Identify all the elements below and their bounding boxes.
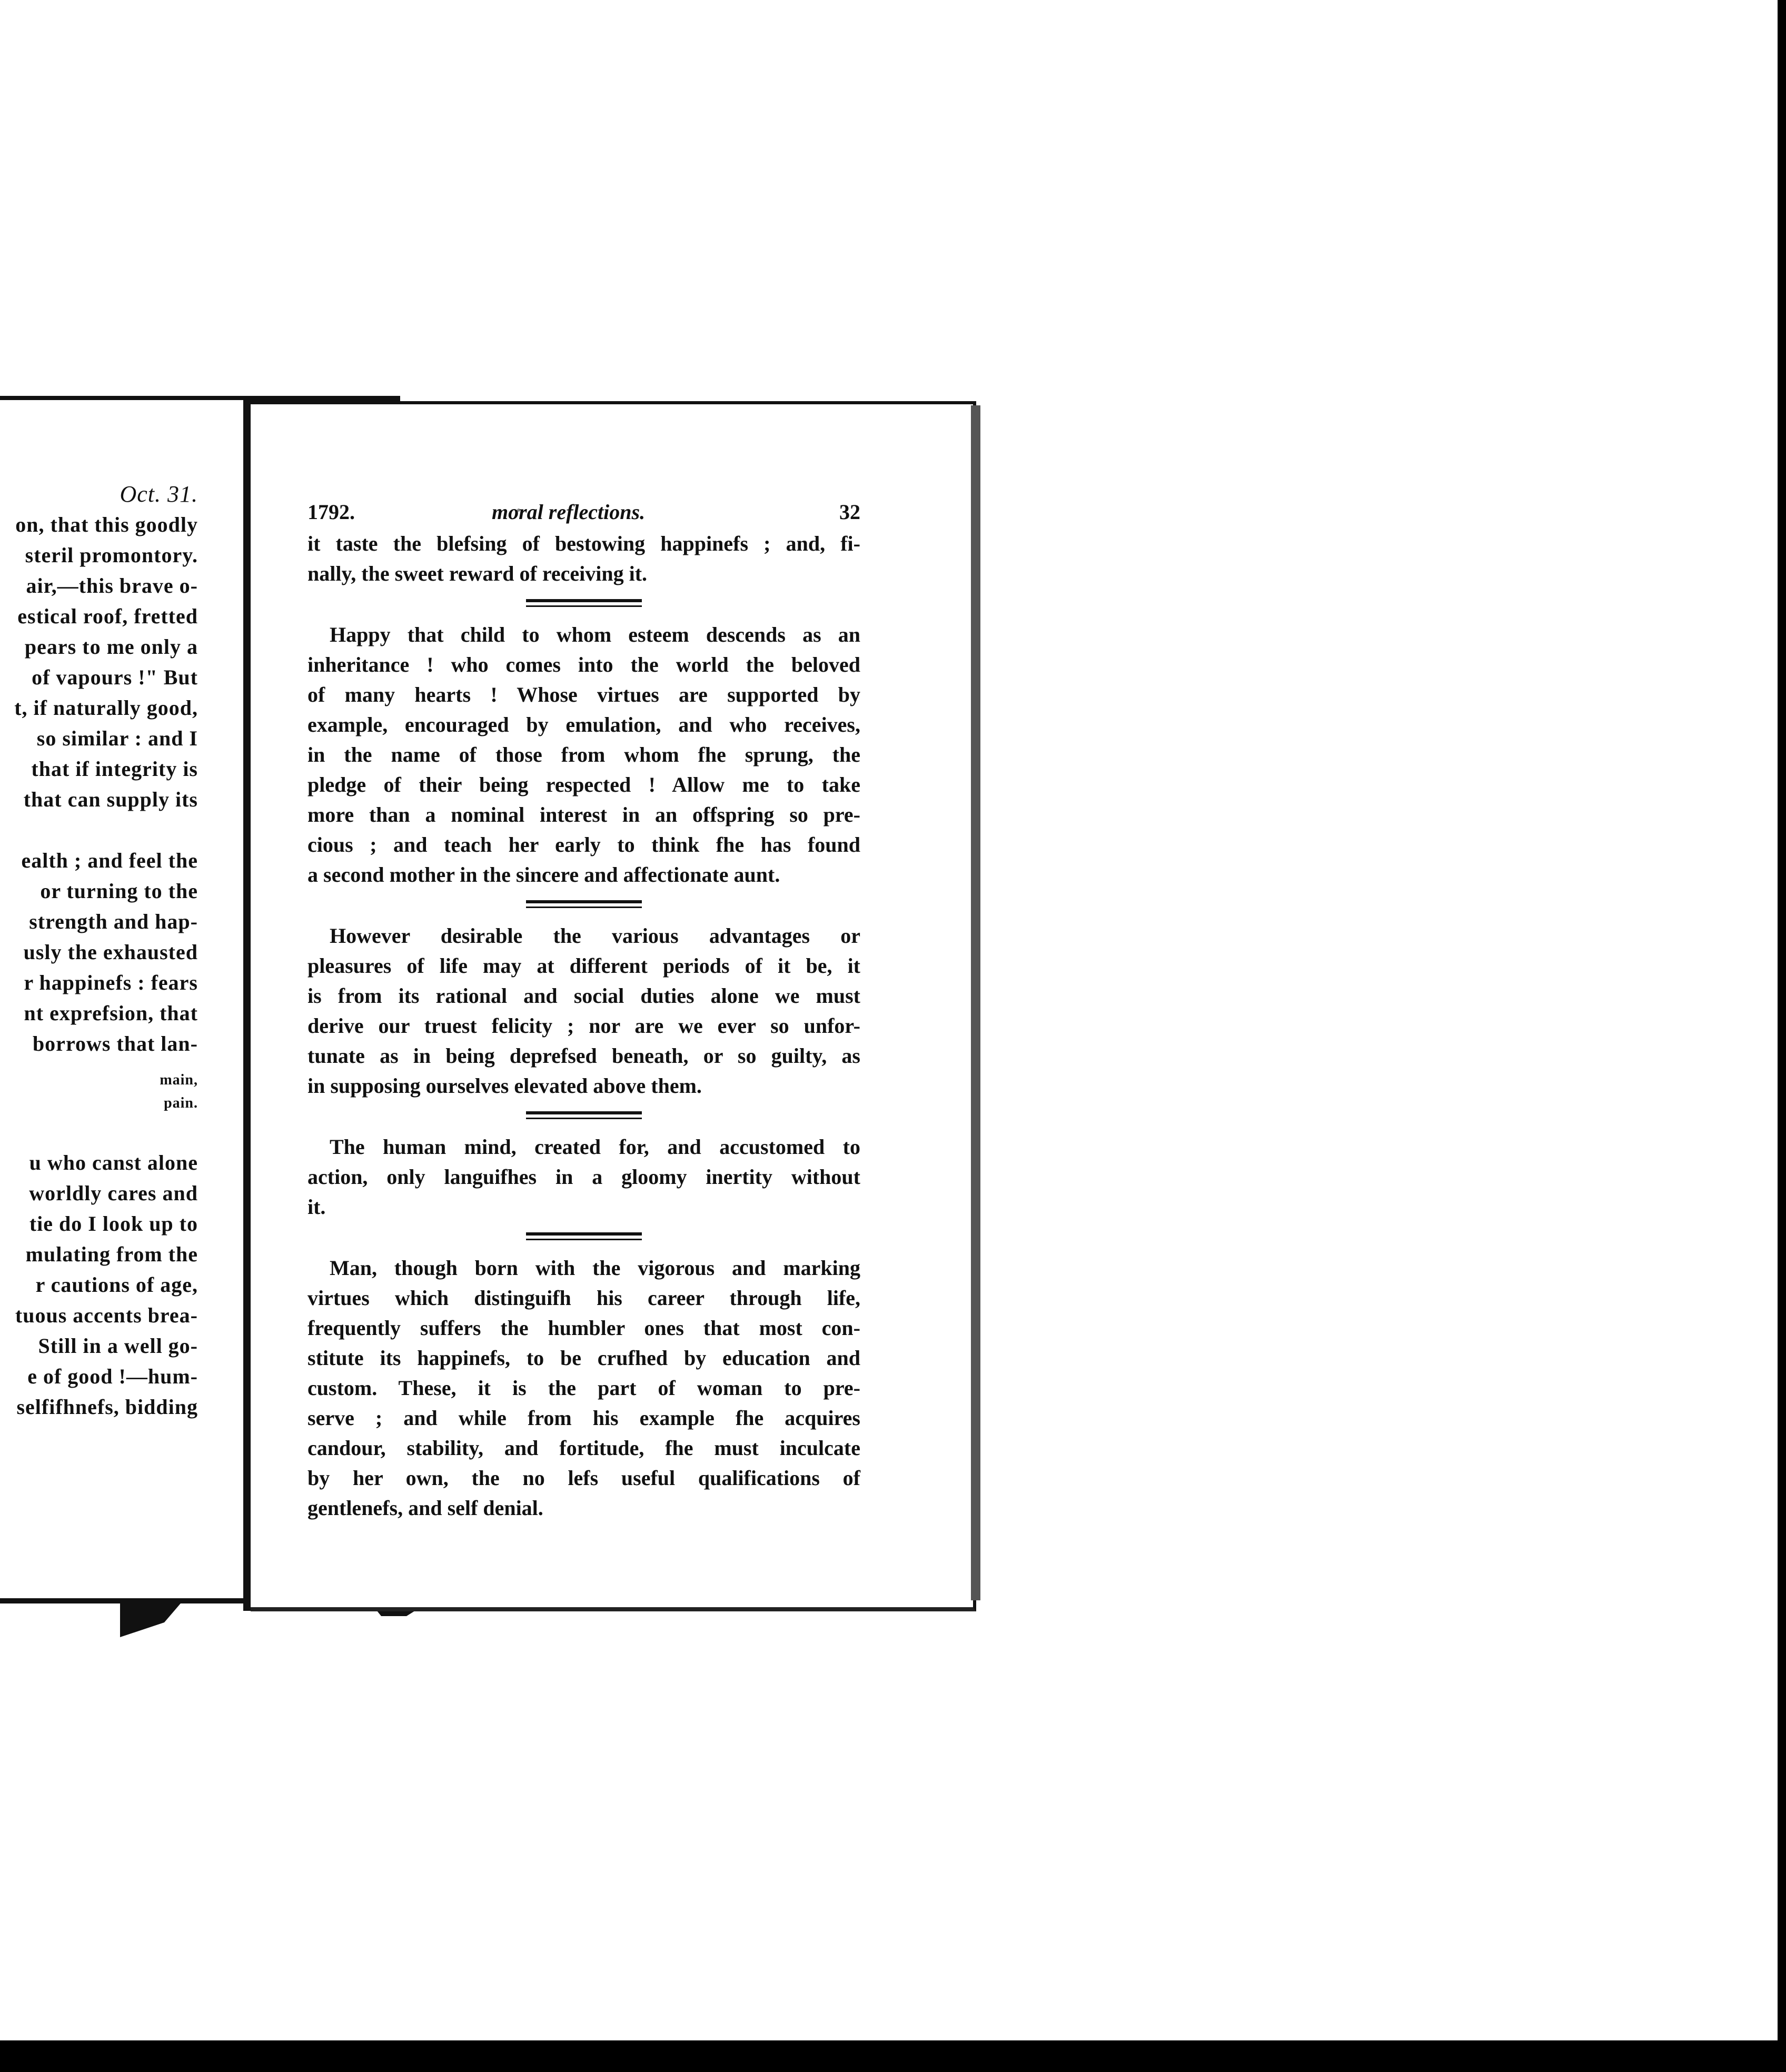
left-page-line: borrows that lan- — [32, 1032, 198, 1055]
left-page-header: Oct. 31. — [120, 481, 198, 507]
left-page-line: strength and hap- — [29, 910, 198, 933]
left-page-line: mulating from the — [25, 1242, 198, 1266]
text-line: Man, though born with the vigorous and marking — [330, 1256, 860, 1280]
text-line: gentlenefs, and self denial. — [307, 1496, 543, 1520]
left-page-line: of vapours !" But — [32, 665, 198, 689]
section-divider-rule — [526, 1111, 642, 1119]
text-line: candour, stability, and fortitude, fhe must inculcate — [307, 1436, 860, 1460]
left-page-line: air,—this brave o- — [26, 574, 198, 597]
right-page-body — [307, 497, 860, 1523]
text-line: example, encouraged by emulation, and who receives, — [307, 713, 860, 736]
text-line: is from its rational and social duties alone we must — [307, 984, 860, 1008]
left-page-line: t, if naturally good, — [14, 696, 198, 720]
text-line: by her own, the no lefs useful qualifications of — [307, 1466, 860, 1490]
left-page-line: usly the exhausted — [23, 940, 198, 964]
left-page-line: Still in a well go- — [38, 1334, 198, 1358]
left-page-blank-line — [0, 815, 198, 845]
left-page-line: worldly cares and — [29, 1181, 198, 1205]
text-line: inheritance ! who comes into the world the beloved — [307, 653, 860, 676]
page-number: 32 — [839, 500, 860, 524]
paragraph — [307, 529, 860, 589]
text-line: Happy that child to whom esteem descends as an — [330, 623, 860, 646]
paragraph — [307, 620, 860, 890]
text-line: in supposing ourselves elevated above them. — [307, 1074, 702, 1098]
left-page-line: main, — [160, 1072, 198, 1088]
running-head-title: moral reflections. — [492, 500, 646, 524]
text-line: action, only languifhes in a gloomy inertity without — [307, 1165, 860, 1189]
left-page-line: tie do I look up to — [29, 1212, 198, 1236]
text-line: serve ; and while from his example fhe acquires — [307, 1406, 860, 1430]
text-line: virtues which distinguifh his career through life, — [307, 1286, 860, 1310]
text-line: custom. These, it is the part of woman to pre- — [307, 1376, 860, 1400]
section-divider-rule — [526, 1232, 642, 1240]
left-page-line: on, that this goodly — [15, 513, 198, 536]
text-line: a second mother in the sincere and affectionate aunt. — [307, 863, 780, 886]
left-page — [0, 400, 247, 1606]
text-line: nally, the sweet reward of receiving it. — [307, 562, 648, 585]
running-head-year: 1792. — [307, 500, 355, 524]
text-line: of many hearts ! Whose virtues are supported by — [307, 683, 860, 706]
left-page-line: pears to me only a — [24, 635, 198, 659]
left-page-line: so similar : and I — [36, 726, 198, 750]
text-line: cious ; and teach her early to think fhe has found — [307, 833, 860, 856]
section-divider-rule — [526, 599, 642, 607]
left-page-line: selfifhnefs, bidding — [16, 1395, 198, 1419]
text-line: it. — [307, 1195, 326, 1219]
text-line: pledge of their being respected ! Allow me to take — [307, 773, 860, 796]
left-page-line: estical roof, fretted — [17, 604, 198, 628]
left-page-line: r cautions of age, — [35, 1273, 198, 1297]
left-page-line: nt exprefsion, that — [24, 1001, 198, 1025]
page-tab-mark — [120, 1600, 183, 1637]
text-line: in the name of those from whom fhe sprung, the — [307, 743, 860, 766]
text-line: tunate as in being deprefsed beneath, or so guilty, as — [307, 1044, 860, 1068]
scan-edge-bottom — [0, 2040, 1786, 2072]
text-line: pleasures of life may at different periods of it be, it — [307, 954, 860, 978]
running-head — [307, 497, 860, 529]
left-page-text — [0, 400, 198, 1422]
left-page-line: pain. — [164, 1095, 198, 1111]
section-divider-rule — [526, 900, 642, 908]
text-line: The human mind, created for, and accustomed to — [330, 1135, 860, 1159]
paragraph — [307, 1132, 860, 1222]
right-page — [251, 401, 976, 1611]
left-page-line: that can supply its — [23, 788, 198, 811]
text-line: However desirable the various advantages or — [330, 924, 860, 948]
left-page-line: steril promontory. — [25, 543, 198, 567]
text-line: more than a nominal interest in an offspring so pre- — [307, 803, 860, 826]
text-line: stitute its happinefs, to be crufhed by education and — [307, 1346, 860, 1370]
left-page-line: r happinefs : fears — [24, 971, 198, 994]
text-line: derive our truest felicity ; nor are we ever so unfor- — [307, 1014, 860, 1038]
text-line: frequently suffers the humbler ones that most con- — [307, 1316, 860, 1340]
left-page-line: that if integrity is — [31, 757, 198, 781]
paragraph — [307, 921, 860, 1101]
scan-edge-right — [1778, 0, 1786, 2072]
left-page-line: ealth ; and feel the — [21, 849, 198, 872]
left-page-line: e of good !—hum- — [27, 1364, 198, 1388]
left-page-line: tuous accents brea- — [15, 1303, 198, 1327]
text-line: it taste the blefsing of bestowing happinefs ; and, fi- — [307, 532, 860, 555]
paragraphs — [307, 529, 860, 1523]
right-page-edge-shadow — [971, 405, 980, 1600]
paragraph — [307, 1253, 860, 1523]
left-page-line: u who canst alone — [29, 1151, 198, 1174]
left-page-line: or turning to the — [40, 879, 198, 903]
